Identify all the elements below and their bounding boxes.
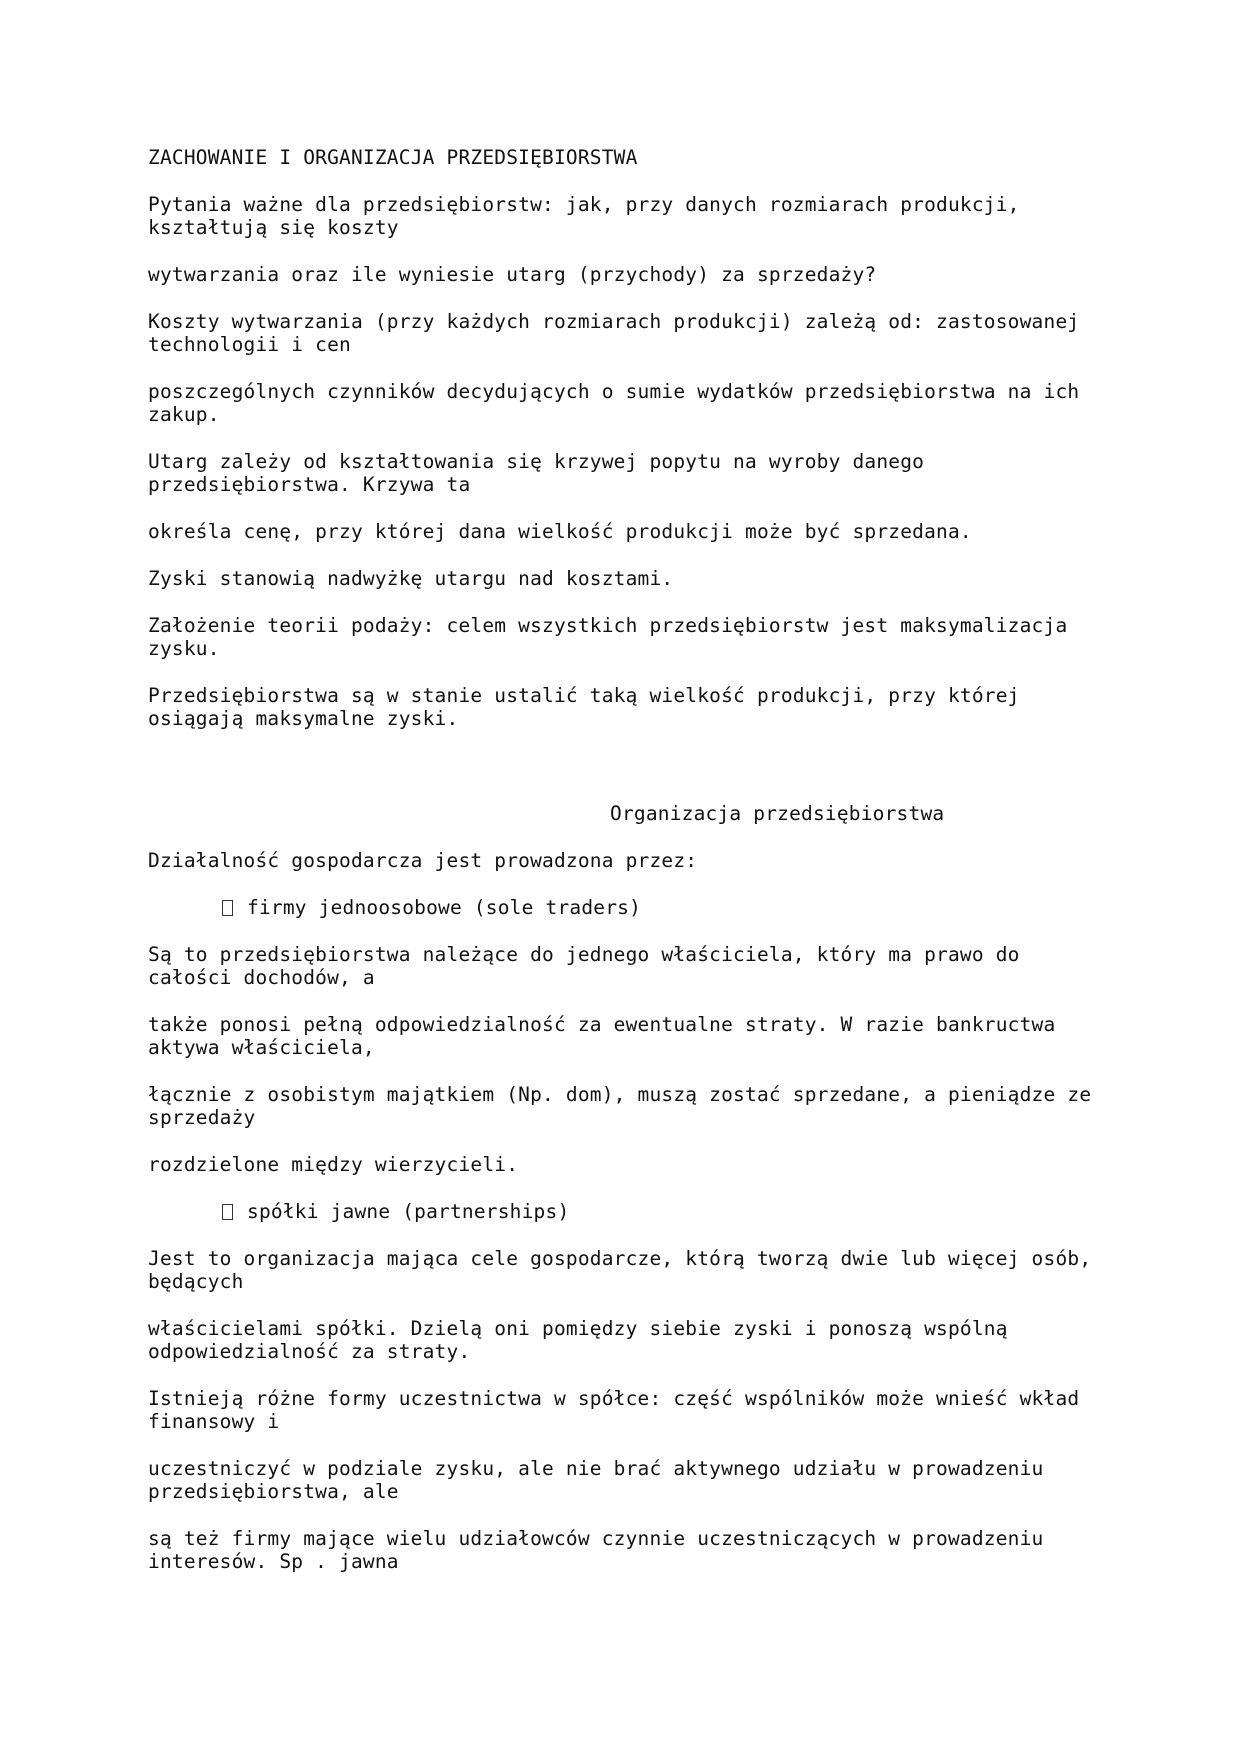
paragraph: Przedsiębiorstwa są w stanie ustalić taką wielkość produkcji, przy której osiągają maksymalne zyski. (148, 684, 1020, 730)
paragraph: Istnieją różne formy uczestnictwa w spółce: część wspólników może wnieść wkład finansowy i (148, 1387, 1080, 1433)
paragraph: Zyski stanowią nadwyżkę utargu nad kosztami. (148, 567, 674, 590)
paragraph: rozdzielone między wierzycieli. (148, 1153, 519, 1176)
bullet-box-icon (222, 900, 233, 916)
blank-space (148, 754, 1098, 802)
paragraph: poszczególnych czynników decydujących o sumie wydatków przedsiębiorstwa na ich zakup. (148, 380, 1080, 426)
document-body (148, 146, 1098, 1597)
bullet-box-icon (222, 1204, 233, 1220)
section-intro: Działalność gospodarcza jest prowadzona przez: (148, 849, 698, 872)
paragraph: łącznie z osobistym majątkiem (Np. dom), muszą zostać sprzedane, a pieniądze ze sprzedaży (148, 1083, 1092, 1129)
paragraph: wytwarzania oraz ile wyniesie utarg (przychody) za sprzedaży? (148, 263, 877, 286)
paragraph: Koszty wytwarzania (przy każdych rozmiarach produkcji) zależą od: zastosowanej technologii i cen (148, 310, 1080, 356)
document-title: ZACHOWANIE I ORGANIZACJA PRZEDSIĘBIORSTWA (148, 146, 638, 169)
paragraph: Pytania ważne dla przedsiębiorstw: jak, przy danych rozmiarach produkcji, kształtują się koszty (148, 193, 1020, 239)
paragraph: są też firmy mające wielu udziałowców czynnie uczestniczących w prowadzeniu interesów. Sp . jawna (148, 1527, 1044, 1573)
bullet-label: spółki jawne (partnerships) (247, 1200, 570, 1223)
section-title: Organizacja przedsiębiorstwa (610, 802, 945, 825)
bullet-item-sole-traders (148, 896, 1098, 919)
bullet-item-partnerships (148, 1200, 1098, 1223)
paragraph: określa cenę, przy której dana wielkość produkcji może być sprzedana. (148, 520, 972, 543)
paragraph: Jest to organizacja mająca cele gospodarcze, którą tworzą dwie lub więcej osób, będących (148, 1247, 1092, 1293)
paragraph: uczestniczyć w podziale zysku, ale nie brać aktywnego udziału w prowadzeniu przedsiębiorstwa, ale (148, 1457, 1044, 1503)
bullet-label: firmy jednoosobowe (sole traders) (247, 896, 642, 919)
paragraph: Założenie teorii podaży: celem wszystkich przedsiębiorstw jest maksymalizacja zysku. (148, 614, 1068, 660)
paragraph: także ponosi pełną odpowiedzialność za ewentualne straty. W razie bankructwa aktywa właściciela, (148, 1013, 1056, 1059)
paragraph: właścicielami spółki. Dzielą oni pomiędzy siebie zyski i ponoszą wspólną odpowiedzialność za straty. (148, 1317, 1008, 1363)
paragraph: Są to przedsiębiorstwa należące do jednego właściciela, który ma prawo do całości dochodów, a (148, 943, 1020, 989)
paragraph: Utarg zależy od kształtowania się krzywej popytu na wyroby danego przedsiębiorstwa. Krzywa ta (148, 450, 925, 496)
